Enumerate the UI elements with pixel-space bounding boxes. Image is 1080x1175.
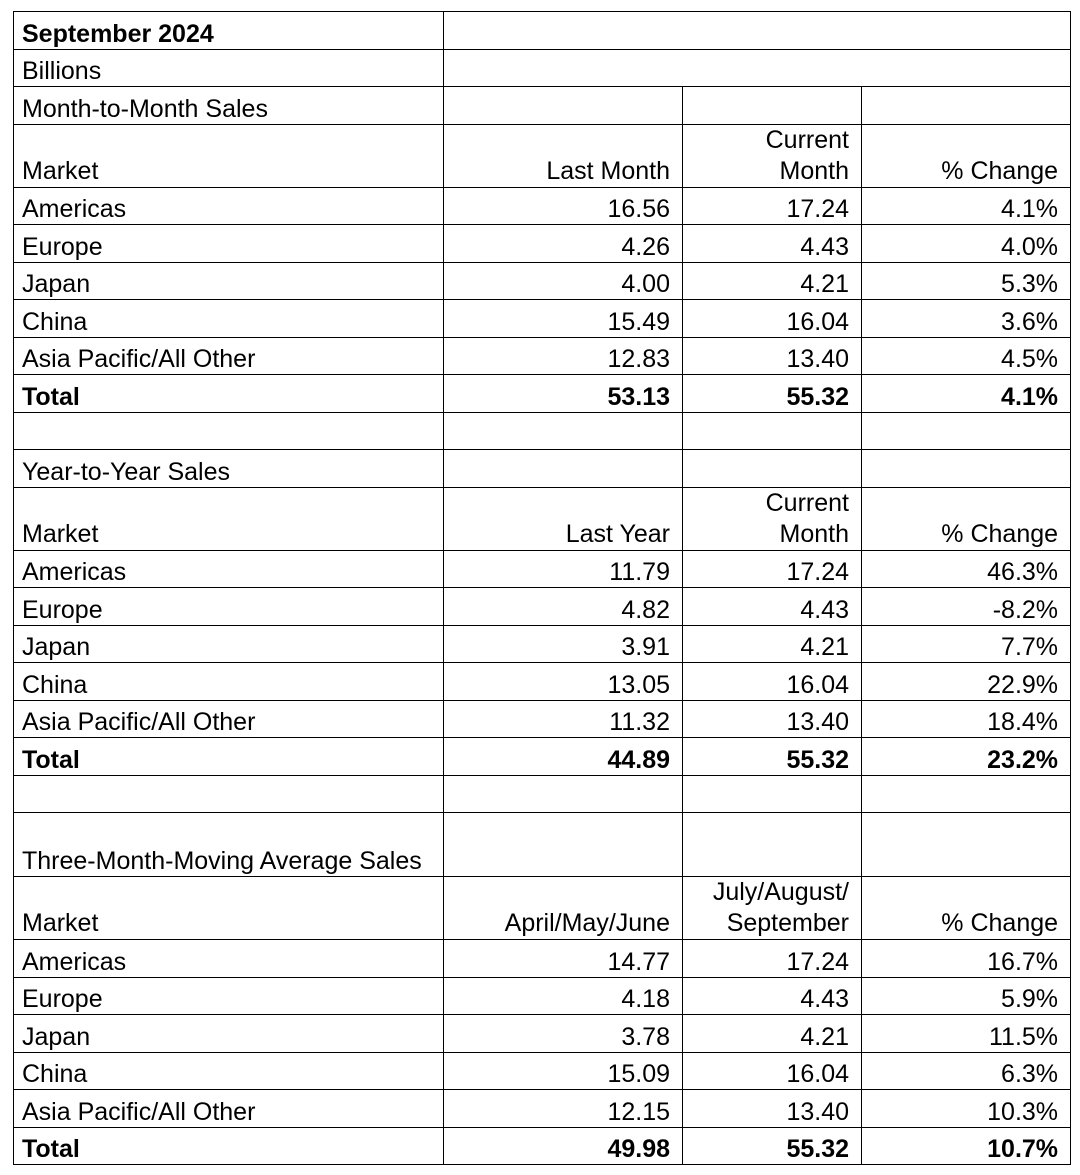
table-row — [14, 187, 1071, 225]
market-cell: Asia Pacific/All Other — [14, 1090, 444, 1128]
value-cell: 17.24 — [683, 187, 862, 225]
table-row — [14, 550, 1071, 588]
value-cell: 16.04 — [683, 663, 862, 701]
title-empty-cell — [444, 12, 1071, 50]
spacer-cell — [14, 412, 444, 450]
total-value-cell: 55.32 — [683, 738, 862, 776]
spacer-cell — [683, 775, 862, 813]
value-cell: 4.26 — [444, 225, 683, 263]
column-header: Current Month — [683, 124, 862, 187]
market-cell: Americas — [14, 550, 444, 588]
value-cell: 5.3% — [862, 262, 1071, 300]
market-cell: Japan — [14, 262, 444, 300]
market-cell: Americas — [14, 187, 444, 225]
value-cell: 18.4% — [862, 700, 1071, 738]
section-label-empty-cell — [862, 87, 1071, 125]
total-value-cell: 53.13 — [444, 375, 683, 413]
market-cell: Americas — [14, 940, 444, 978]
total-label: Total — [14, 738, 444, 776]
value-cell: 10.3% — [862, 1090, 1071, 1128]
total-value-cell: 49.98 — [444, 1127, 683, 1165]
value-cell: 15.49 — [444, 300, 683, 338]
column-header: Last Month — [444, 124, 683, 187]
market-cell: Japan — [14, 625, 444, 663]
column-header: Last Year — [444, 487, 683, 550]
value-cell: 4.43 — [683, 588, 862, 626]
column-header-row — [14, 877, 1071, 940]
table-row — [14, 1090, 1071, 1128]
column-header: Current Month — [683, 487, 862, 550]
value-cell: 14.77 — [444, 940, 683, 978]
value-cell: 13.40 — [683, 700, 862, 738]
value-cell: 3.91 — [444, 625, 683, 663]
spacer-cell — [444, 775, 683, 813]
table-row — [14, 262, 1071, 300]
column-header-row — [14, 124, 1071, 187]
value-cell: 15.09 — [444, 1052, 683, 1090]
total-value-cell: 23.2% — [862, 738, 1071, 776]
column-header: July/August/ September — [683, 877, 862, 940]
spacer-cell — [14, 775, 444, 813]
table-row — [14, 1052, 1071, 1090]
value-cell: 13.05 — [444, 663, 683, 701]
section-label-empty-cell — [683, 813, 862, 877]
section-label-empty-cell — [444, 87, 683, 125]
value-cell: 16.04 — [683, 300, 862, 338]
spacer-cell — [862, 775, 1071, 813]
total-value-cell: 55.32 — [683, 1127, 862, 1165]
section-label-empty-cell — [862, 450, 1071, 488]
value-cell: 4.0% — [862, 225, 1071, 263]
section-label: Month-to-Month Sales — [14, 87, 444, 125]
value-cell: -8.2% — [862, 588, 1071, 626]
spacer-row — [14, 775, 1071, 813]
market-cell: Japan — [14, 1015, 444, 1053]
total-value-cell: 55.32 — [683, 375, 862, 413]
spacer-cell — [683, 412, 862, 450]
market-cell: Asia Pacific/All Other — [14, 700, 444, 738]
value-cell: 22.9% — [862, 663, 1071, 701]
market-cell: China — [14, 1052, 444, 1090]
table-row — [14, 663, 1071, 701]
value-cell: 17.24 — [683, 550, 862, 588]
column-header-row — [14, 487, 1071, 550]
column-header: Market — [14, 124, 444, 187]
value-cell: 4.21 — [683, 1015, 862, 1053]
market-cell: Europe — [14, 225, 444, 263]
table-row — [14, 940, 1071, 978]
value-cell: 13.40 — [683, 1090, 862, 1128]
table-row — [14, 1015, 1071, 1053]
value-cell: 3.6% — [862, 300, 1071, 338]
value-cell: 7.7% — [862, 625, 1071, 663]
spacer-cell — [862, 412, 1071, 450]
unit-label: Billions — [14, 49, 444, 87]
table-row — [14, 700, 1071, 738]
table-row — [14, 225, 1071, 263]
total-label: Total — [14, 375, 444, 413]
value-cell: 4.1% — [862, 187, 1071, 225]
total-value-cell: 4.1% — [862, 375, 1071, 413]
table-row — [14, 337, 1071, 375]
column-header: % Change — [862, 487, 1071, 550]
value-cell: 4.5% — [862, 337, 1071, 375]
total-value-cell: 10.7% — [862, 1127, 1071, 1165]
column-header: Market — [14, 877, 444, 940]
column-header: April/May/June — [444, 877, 683, 940]
value-cell: 6.3% — [862, 1052, 1071, 1090]
unit-empty-cell — [444, 49, 1071, 87]
value-cell: 16.04 — [683, 1052, 862, 1090]
total-label: Total — [14, 1127, 444, 1165]
value-cell: 12.15 — [444, 1090, 683, 1128]
table-row — [14, 625, 1071, 663]
total-row — [14, 1127, 1071, 1165]
section-label-empty-cell — [683, 87, 862, 125]
market-cell: Asia Pacific/All Other — [14, 337, 444, 375]
value-cell: 46.3% — [862, 550, 1071, 588]
value-cell: 16.56 — [444, 187, 683, 225]
section-label: Year-to-Year Sales — [14, 450, 444, 488]
section-label-empty-cell — [683, 450, 862, 488]
value-cell: 17.24 — [683, 940, 862, 978]
column-header: % Change — [862, 877, 1071, 940]
section-label-row — [14, 87, 1071, 125]
section-label-empty-cell — [444, 450, 683, 488]
value-cell: 3.78 — [444, 1015, 683, 1053]
market-cell: Europe — [14, 977, 444, 1015]
total-value-cell: 44.89 — [444, 738, 683, 776]
section-label-empty-cell — [862, 813, 1071, 877]
market-cell: China — [14, 663, 444, 701]
section-label-row — [14, 813, 1071, 877]
title-row — [14, 12, 1071, 50]
value-cell: 11.5% — [862, 1015, 1071, 1053]
value-cell: 4.43 — [683, 225, 862, 263]
value-cell: 4.21 — [683, 262, 862, 300]
section-label-row — [14, 450, 1071, 488]
market-cell: China — [14, 300, 444, 338]
report-title: September 2024 — [14, 12, 444, 50]
value-cell: 11.79 — [444, 550, 683, 588]
spacer-row — [14, 412, 1071, 450]
value-cell: 11.32 — [444, 700, 683, 738]
value-cell: 16.7% — [862, 940, 1071, 978]
total-row — [14, 375, 1071, 413]
table-row — [14, 300, 1071, 338]
table-row — [14, 977, 1071, 1015]
spacer-cell — [444, 412, 683, 450]
sales-table — [13, 11, 1071, 1165]
value-cell: 5.9% — [862, 977, 1071, 1015]
value-cell: 4.00 — [444, 262, 683, 300]
value-cell: 4.21 — [683, 625, 862, 663]
value-cell: 4.82 — [444, 588, 683, 626]
total-row — [14, 738, 1071, 776]
unit-row — [14, 49, 1071, 87]
value-cell: 4.43 — [683, 977, 862, 1015]
value-cell: 4.18 — [444, 977, 683, 1015]
value-cell: 12.83 — [444, 337, 683, 375]
table-row — [14, 588, 1071, 626]
section-label: Three-Month-Moving Average Sales — [14, 813, 444, 877]
value-cell: 13.40 — [683, 337, 862, 375]
section-label-empty-cell — [444, 813, 683, 877]
column-header: Market — [14, 487, 444, 550]
column-header: % Change — [862, 124, 1071, 187]
market-cell: Europe — [14, 588, 444, 626]
